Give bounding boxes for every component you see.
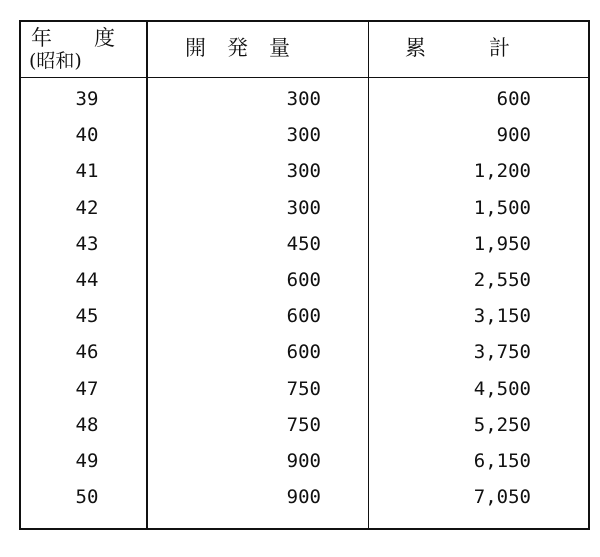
table-row bbox=[21, 267, 588, 303]
cell-year: 44 bbox=[75, 268, 99, 291]
header-cumulative: 累 計 bbox=[405, 36, 510, 60]
cell-year: 48 bbox=[75, 413, 99, 436]
cell-cumulative: 1,500 bbox=[473, 196, 531, 219]
cell-year: 41 bbox=[75, 160, 99, 183]
cell-cumulative: 900 bbox=[496, 124, 531, 147]
table-row bbox=[21, 158, 588, 194]
table-row bbox=[21, 484, 588, 520]
table-row bbox=[21, 339, 588, 375]
header-era: (昭和) bbox=[29, 50, 82, 72]
cell-development: 600 bbox=[286, 268, 321, 291]
cell-development: 900 bbox=[286, 486, 321, 509]
cell-year: 50 bbox=[75, 486, 99, 509]
header-year: 年 度 bbox=[31, 26, 115, 50]
cell-cumulative: 5,250 bbox=[473, 413, 531, 436]
cell-cumulative: 4,500 bbox=[473, 377, 531, 400]
table-row bbox=[21, 195, 588, 231]
table-row bbox=[21, 303, 588, 339]
cell-cumulative: 2,550 bbox=[473, 268, 531, 291]
table-row bbox=[21, 448, 588, 484]
cell-development: 300 bbox=[286, 88, 321, 110]
table-row bbox=[21, 376, 588, 412]
cell-development: 300 bbox=[286, 160, 321, 183]
cell-cumulative: 7,050 bbox=[473, 486, 531, 509]
cell-cumulative: 3,750 bbox=[473, 341, 531, 364]
cell-cumulative: 600 bbox=[496, 88, 531, 110]
cell-development: 600 bbox=[286, 305, 321, 328]
cell-development: 900 bbox=[286, 449, 321, 472]
table-row bbox=[21, 231, 588, 267]
cell-cumulative: 6,150 bbox=[473, 449, 531, 472]
table-row bbox=[21, 86, 588, 122]
cell-development: 450 bbox=[286, 232, 321, 255]
cell-development: 600 bbox=[286, 341, 321, 364]
table-row bbox=[21, 412, 588, 448]
cell-cumulative: 3,150 bbox=[473, 305, 531, 328]
cell-cumulative: 1,950 bbox=[473, 232, 531, 255]
cell-year: 43 bbox=[75, 232, 99, 255]
table-row bbox=[21, 122, 588, 158]
cell-year: 46 bbox=[75, 341, 99, 364]
header-development: 開 発 量 bbox=[185, 36, 290, 60]
cell-year: 39 bbox=[75, 88, 99, 110]
cell-development: 300 bbox=[286, 124, 321, 147]
cell-year: 47 bbox=[75, 377, 99, 400]
cell-year: 42 bbox=[75, 196, 99, 219]
header-divider bbox=[21, 77, 588, 78]
cell-cumulative: 1,200 bbox=[473, 160, 531, 183]
cell-year: 45 bbox=[75, 305, 99, 328]
data-table bbox=[19, 20, 590, 530]
cell-year: 49 bbox=[75, 449, 99, 472]
cell-development: 750 bbox=[286, 413, 321, 436]
cell-development: 300 bbox=[286, 196, 321, 219]
cell-development: 750 bbox=[286, 377, 321, 400]
cell-year: 40 bbox=[75, 124, 99, 147]
table-body bbox=[21, 86, 588, 520]
